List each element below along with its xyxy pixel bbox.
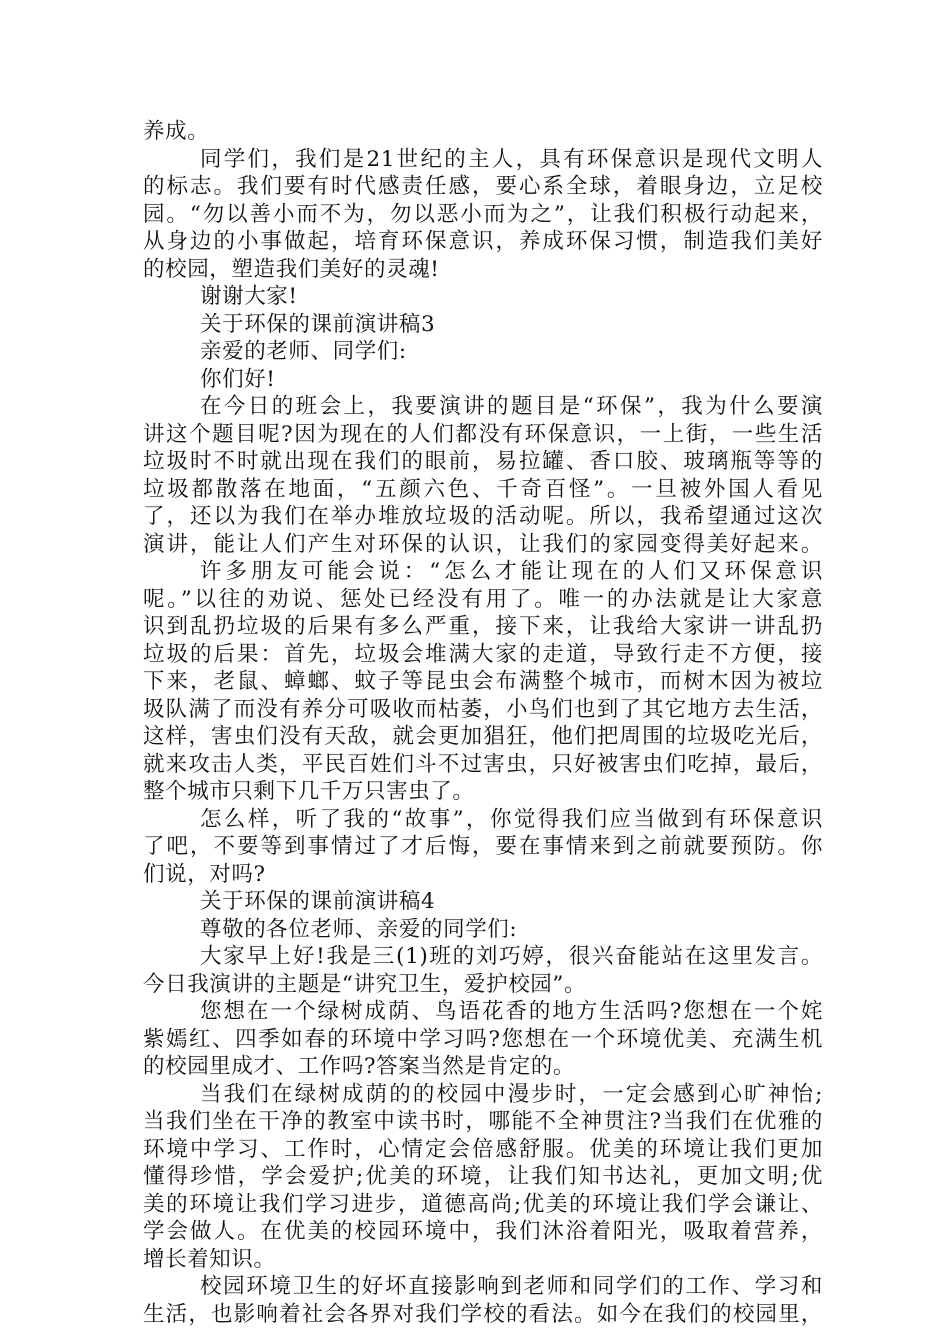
text-line: 在今日的班会上，我要演讲的题目是“环保”，我为什么要演	[200, 394, 823, 419]
text-line: 许多朋友可能会说：“怎么才能让现在的人们又环保意识	[200, 559, 823, 584]
text-line: 从身边的小事做起，培育环保意识，养成环保习惯，制造我们美好	[143, 229, 823, 254]
text-line: 大家早上好!我是三(1)班的刘巧婷，很兴奋能站在这里发言。	[200, 944, 823, 969]
text-line: 圾队满了而没有养分可吸收而枯萎，小鸟们也到了其它地方去生活，	[143, 696, 823, 722]
text-line: 学会做人。在优美的校园环境中，我们沐浴着阳光，吸取着营养，	[143, 1219, 823, 1244]
text-line: 同学们，我们是21世纪的主人，具有环保意识是现代文明人	[200, 146, 823, 172]
text-line: 你们好!	[200, 366, 276, 392]
text-line: 校园环境卫生的好坏直接影响到老师和同学们的工作、学习和	[200, 1274, 823, 1299]
text-line: 怎么样，听了我的“故事”，你觉得我们应当做到有环保意识	[200, 806, 823, 832]
text-line: 当我们在绿树成荫的的校园中漫步时，一定会感到心旷神怡;	[200, 1081, 823, 1107]
text-line: 识到乱扔垃圾的后果有多么严重，接下来，让我给大家讲一讲乱扔	[143, 614, 823, 639]
text-line: 园。“勿以善小而不为，勿以恶小而为之”，让我们积极行动起来，	[143, 201, 823, 227]
text-line: 了吧，不要等到事情过了才后悔，要在事情来到之前就要预防。你	[143, 834, 823, 859]
text-line: 演讲，能让人们产生对环保的认识，让我们的家园变得美好起来。	[143, 531, 823, 557]
text-line: 的标志。我们要有时代感责任感，要心系全球，着眼身边，立足校	[143, 174, 823, 199]
text-line: 美的环境让我们学习进步，道德高尚;优美的环境让我们学会谦让、	[143, 1191, 823, 1217]
text-line: 紫嫣红、四季如春的环境中学习吗?您想在一个环境优美、充满生机	[143, 1026, 823, 1052]
text-line: 垃圾的后果：首先，垃圾会堆满大家的走道，导致行走不方便，接	[143, 641, 823, 667]
text-line: 今日我演讲的主题是“讲究卫生，爱护校园”。	[143, 971, 587, 997]
text-line: 谢谢大家!	[200, 284, 298, 309]
text-line: 生活，也影响着社会各界对我们学校的看法。如今在我们的校园里，	[143, 1301, 823, 1327]
text-line: 下来，老鼠、蟑螂、蚊子等昆虫会布满整个城市，而树木因为被垃	[143, 669, 823, 694]
text-line: 了，还以为我们在举办堆放垃圾的活动呢。所以，我希望通过这次	[143, 504, 823, 529]
text-line: 亲爱的老师、同学们:	[200, 339, 407, 364]
text-line: 整个城市只剩下几千万只害虫了。	[143, 779, 475, 804]
document-page	[143, 118, 823, 1328]
text-line: 关于环保的课前演讲稿3	[200, 311, 436, 337]
text-line: 呢。”以往的劝说、惩处已经没有用了。唯一的办法就是让大家意	[143, 586, 823, 612]
text-line: 养成。	[143, 119, 210, 144]
text-line: 们说，对吗?	[143, 861, 266, 887]
text-line: 增长着知识。	[143, 1246, 276, 1272]
text-line: 环境中学习、工作时，心情定会倍感舒服。优美的环境让我们更加	[143, 1136, 823, 1162]
text-line: 关于环保的课前演讲稿4	[200, 889, 436, 914]
text-line: 的校园，塑造我们美好的灵魂!	[143, 256, 440, 282]
text-line: 尊敬的各位老师、亲爱的同学们:	[200, 916, 518, 942]
text-line: 就来攻击人类，平民百姓们斗不过害虫，只好被害虫们吃掉，最后，	[143, 751, 823, 777]
text-line: 讲这个题目呢?因为现在的人们都没有环保意识，一上街，一些生活	[143, 421, 823, 447]
text-line: 当我们坐在干净的教室中读书时，哪能不全神贯注?当我们在优雅的	[143, 1109, 823, 1134]
text-line: 的校园里成才、工作吗?答案当然是肯定的。	[143, 1054, 576, 1079]
text-line: 这样，害虫们没有天敌，就会更加猖狂，他们把周围的垃圾吃光后，	[143, 724, 823, 749]
text-line: 您想在一个绿树成荫、鸟语花香的地方生活吗?您想在一个姹	[200, 999, 823, 1024]
text-line: 垃圾都散落在地面，“五颜六色、千奇百怪”。一旦被外国人看见	[143, 476, 823, 502]
text-line: 垃圾时不时就出现在我们的眼前，易拉罐、香口胶、玻璃瓶等等的	[143, 449, 823, 474]
text-line: 懂得珍惜，学会爱护;优美的环境，让我们知书达礼，更加文明;优	[143, 1164, 823, 1189]
